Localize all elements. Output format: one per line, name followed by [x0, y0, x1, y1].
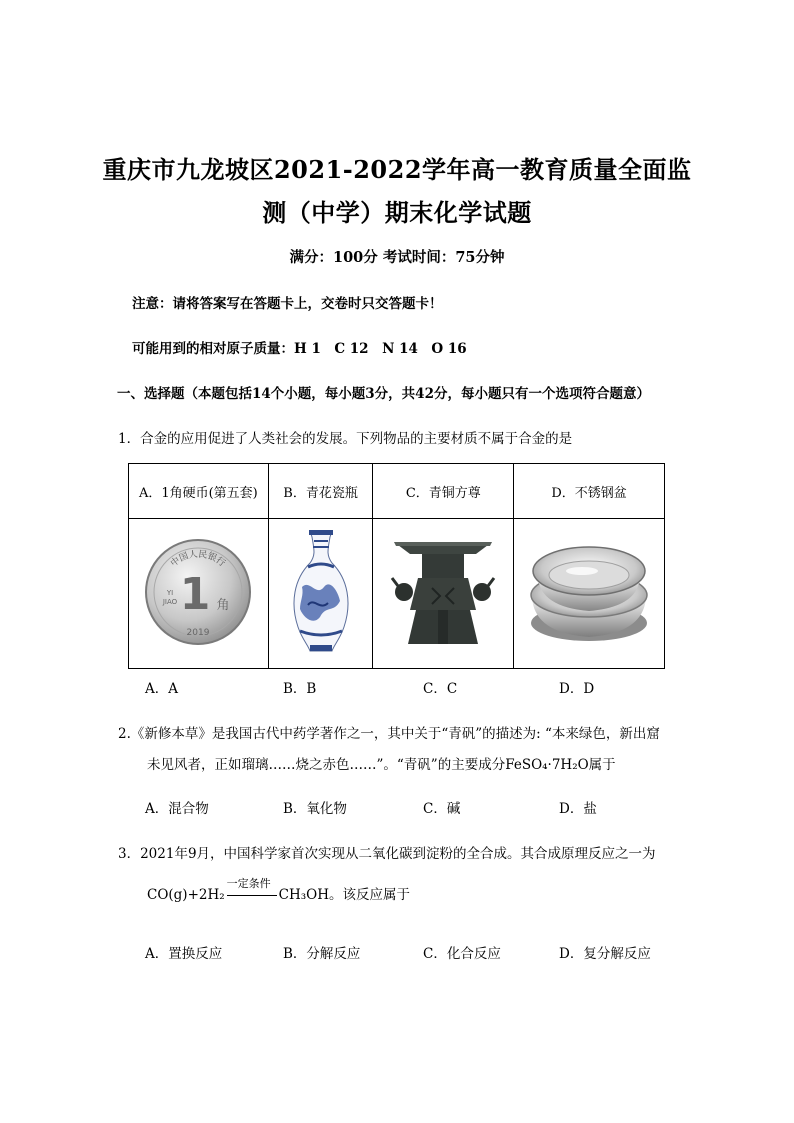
q3-answer-c: C．化合反应 — [423, 946, 501, 962]
q3-answer-b: B．分解反应 — [283, 946, 361, 962]
q3-equation — [147, 877, 411, 903]
option-b-picture-cell — [268, 519, 373, 669]
coin-value: 1 — [180, 568, 211, 620]
coin-pinyin-jiao: JIAO — [163, 597, 178, 606]
q1-answer-c: C．C — [423, 681, 458, 697]
q3-line-1: 3．2021年9月，中国科学家首次实现从二氧化碳到淀粉的全合成。其合成原理反应之一为 — [118, 846, 656, 862]
option-c-picture-cell — [373, 519, 514, 669]
bronze-zun-image — [388, 532, 498, 652]
atomic-mass-info: 可能用到的相对原子质量：H 1 C 12 N 14 O 16 — [132, 341, 467, 357]
q2-answer-b: B．氧化物 — [283, 801, 347, 817]
coin-year: 2019 — [186, 627, 210, 638]
option-d-header: D．不锈钢盆 — [514, 464, 665, 519]
equation-condition-text: 一定条件 — [226, 877, 271, 890]
equation-reactants: CO(g)+2H₂ — [147, 887, 225, 903]
q2-line-2: 未见风者，正如瑠璃……烧之赤色……”。“青矾”的主要成分FeSO₄·7H₂O属于 — [147, 757, 616, 773]
porcelain-vase-image — [286, 527, 356, 657]
equation-condition-arrow — [225, 877, 279, 903]
steel-basin-image — [524, 537, 654, 647]
q1-answer-b: B．B — [283, 681, 317, 697]
q2-answer-d: D．盐 — [559, 801, 597, 817]
q1-answer-a: A．A — [145, 681, 178, 697]
option-d-picture-cell — [514, 519, 665, 669]
q1-answer-d: D．D — [559, 681, 595, 697]
q2-answer-a: A．混合物 — [145, 801, 209, 817]
exam-subtitle: 满分：100分 考试时间：75分钟 — [289, 249, 505, 266]
option-a-header: A．1角硬币(第五套) — [129, 464, 269, 519]
coin-image — [143, 537, 253, 647]
equation-products: CH₃OH。该反应属于 — [278, 887, 411, 903]
option-c-header: C．青铜方尊 — [373, 464, 514, 519]
q1-options-table — [128, 463, 665, 669]
option-a-picture-cell — [129, 519, 269, 669]
section-heading: 一、选择题（本题包括14个小题，每小题3分，共42分，每小题只有一个选项符合题意） — [117, 386, 650, 402]
q2-line-1: 2.《新修本草》是我国古代中药学著作之一，其中关于“青矾”的描述为: “本来绿色，新出窟 — [118, 726, 660, 742]
exam-title-line-2: 测（中学）期末化学试题 — [262, 198, 532, 227]
q3-answer-d: D．复分解反应 — [559, 946, 651, 962]
exam-title-line-1: 重庆市九龙坡区2021-2022学年高一教育质量全面监 — [102, 155, 692, 184]
option-b-header: B．青花瓷瓶 — [268, 464, 373, 519]
q1-stem: 1．合金的应用促进了人类社会的发展。下列物品的主要材质不属于合金的是 — [118, 431, 573, 447]
q2-answer-c: C．碱 — [423, 801, 461, 817]
coin-pinyin-yi: YI — [167, 588, 174, 597]
q3-answer-a: A．置换反应 — [145, 946, 223, 962]
coin-issuer-text: 中国人民银行 — [169, 549, 228, 569]
notice: 注意：请将答案写在答题卡上，交卷时只交答题卡！ — [132, 296, 443, 312]
coin-unit: 角 — [216, 597, 230, 613]
